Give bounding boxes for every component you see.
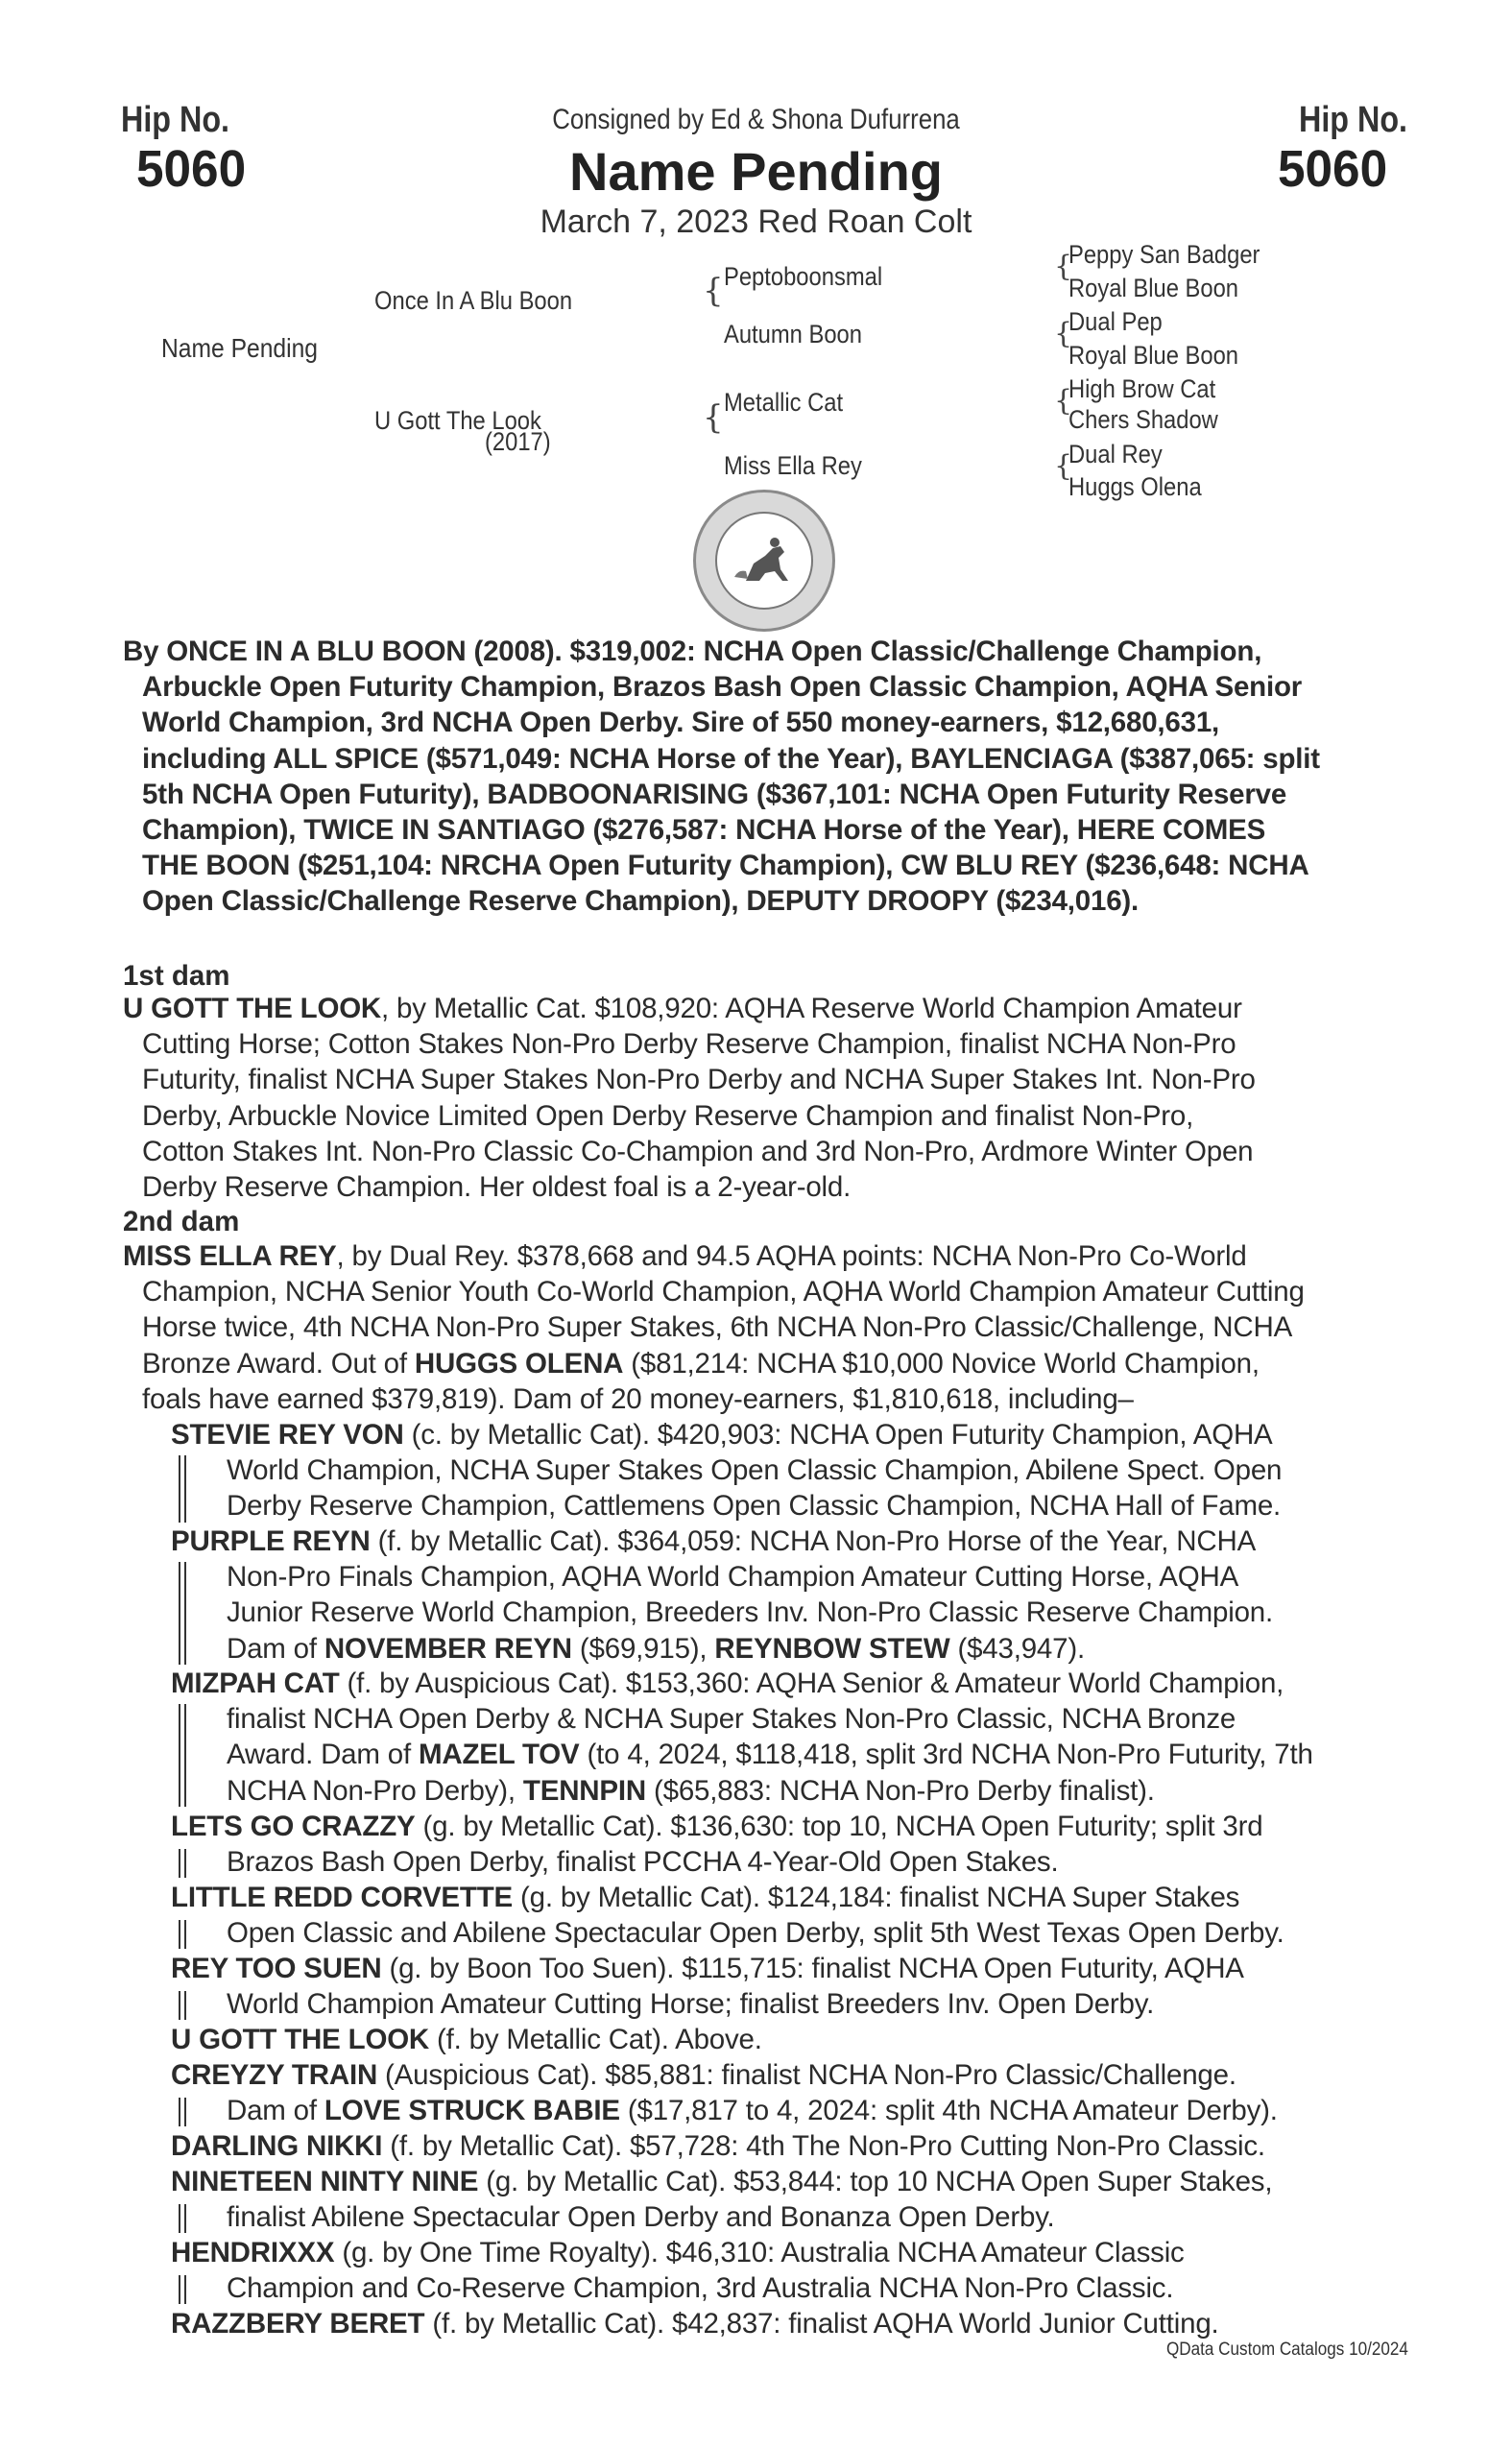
produce-name: MIZPAH CAT (171, 1668, 340, 1699)
produce-bracket (179, 2204, 180, 2233)
produce-entry: MIZPAH CAT (f. by Auspicious Cat). $153,360: AQHA Senior & Amateur World Champion, finalist NCHA Open Derby & NCHA Super Stakes Non-Pro Classic, NCHA Bronze Award. Dam of MAZEL TOV (to 4, 2024, $118,418, split 3rd NCHA Non-Pro Futurity, 7th NCHA Non-Pro Derby), TENNPIN ($65,883: NCHA Non-Pro Derby finalist). (171, 1668, 1313, 1807)
first-dam-line: Derby, Arbuckle Novice Limited Open Derby Reserve Champion and finalist Non-Pro, (142, 1099, 1194, 1132)
sire-line: including ALL SPICE ($571,049: NCHA Horse of the Year), BAYLENCIAGA ($387,065: split (142, 742, 1320, 775)
brace-icon: { (1054, 317, 1073, 350)
produce-line: Non-Pro Finals Champion, AQHA World Champion Amateur Cutting Horse, AQHA (227, 1561, 1239, 1594)
produce-bracket (184, 2098, 186, 2126)
hip-number-left: 5060 (136, 140, 247, 198)
ncha-stallion-foal-program-seal-icon (693, 490, 835, 632)
produce-bracket (179, 2275, 180, 2304)
consigned-by: Consigned by Ed & Shona Dufurrena (552, 104, 960, 135)
second-dam-heading: 2nd dam (123, 1206, 240, 1237)
hip-label-right: Hip No. (1299, 100, 1408, 140)
produce-name: U GOTT THE LOOK (171, 2024, 430, 2055)
produce-line: finalist Abilene Spectacular Open Derby and Bonanza Open Derby. (227, 2201, 1055, 2234)
pedigree-g4: Royal Blue Boon (1068, 341, 1239, 370)
produce-bracket (179, 1704, 180, 1807)
hip-label-left: Hip No. (121, 100, 230, 140)
produce-name: RAZZBERY BERET (171, 2308, 425, 2340)
second-dam-paragraph (123, 1238, 1305, 1417)
second-dam-line: foals have earned $379,819). Dam of 20 money-earners, $1,810,618, including– (142, 1382, 1134, 1415)
produce-offspring-name: LOVE STRUCK BABIE (324, 2095, 620, 2127)
produce-bracket (179, 1849, 180, 1878)
pedigree-g3: Dual Pep (1068, 307, 1163, 336)
produce-entry: DARLING NIKKI (f. by Metallic Cat). $57,728: 4th The Non-Pro Cutting Non-Pro Classic. (171, 2130, 1265, 2162)
footer-credit: QData Custom Catalogs 10/2024 (1166, 2340, 1408, 2360)
produce-entry: LETS GO CRAZZY (g. by Metallic Cat). $136,630: top 10, NCHA Open Futurity; split 3rd Brazos Bash Open Derby, finalist PCCHA 4-Year-Old Open Stakes. (171, 1809, 1262, 1880)
produce-offspring-name: REYNBOW STEW (714, 1632, 950, 1665)
first-dam-name: U GOTT THE LOOK (123, 993, 382, 1024)
sire-line: Arbuckle Open Futurity Champion, Brazos Bash Open Classic Champion, AQHA Senior (142, 671, 1303, 704)
produce-entry: LITTLE REDD CORVETTE (g. by Metallic Cat). $124,184: finalist NCHA Super Stakes Open Classic and Abilene Spectacular Open Derby, split 5th West Texas Open Derby. (171, 1880, 1284, 1951)
first-dam-line: Futurity, finalist NCHA Super Stakes Non-Pro Derby and NCHA Super Stakes Int. Non-Pro (142, 1064, 1256, 1096)
first-dam-line: , by Metallic Cat. $108,920: AQHA Reserve World Champion Amateur (381, 993, 1242, 1024)
produce-bracket (179, 2098, 180, 2126)
first-dam-heading: 1st dam (123, 960, 230, 992)
produce-name: STEVIE REY VON (171, 1419, 404, 1451)
produce-bracket (184, 2275, 186, 2304)
pedigree-g1: Peppy San Badger (1068, 240, 1260, 269)
foaled-line: March 7, 2023 Red Roan Colt (540, 204, 972, 240)
first-dam-line: Derby Reserve Champion. Her oldest foal is a 2-year-old. (142, 1171, 852, 1204)
first-dam-line: Cutting Horse; Cotton Stakes Non-Pro Derby Reserve Champion, finalist NCHA Non-Pro (142, 1028, 1236, 1061)
produce-name: LITTLE REDD CORVETTE (171, 1882, 514, 1913)
second-dam-line: Bronze Award. Out of HUGGS OLENA ($81,214: NCHA $10,000 Novice World Champion, (142, 1347, 1260, 1380)
pedigree-dam-year: (2017) (485, 427, 551, 456)
produce-entry: RAZZBERY BERET (f. by Metallic Cat). $42,837: finalist AQHA World Junior Cutting. (171, 2308, 1219, 2340)
sire-line: World Champion, 3rd NCHA Open Derby. Sire of 550 money-earners, $12,680,631, (142, 707, 1220, 739)
produce-bracket (179, 1991, 180, 2020)
sire-line: THE BOON ($251,104: NRCHA Open Futurity Champion), CW BLU REY ($236,648: NCHA (142, 850, 1309, 882)
produce-line: Junior Reserve World Champion, Breeders Inv. Non-Pro Classic Reserve Champion. (227, 1596, 1274, 1629)
pedigree-subject: Name Pending (161, 333, 319, 363)
first-dam-line: Cotton Stakes Int. Non-Pro Classic Co-Champion and 3rd Non-Pro, Ardmore Winter Open (142, 1135, 1254, 1167)
second-dam-line: Horse twice, 4th NCHA Non-Pro Super Stakes, 6th NCHA Non-Pro Classic/Challenge, NCHA (142, 1311, 1293, 1344)
seal-center (715, 512, 813, 610)
second-dam-name: MISS ELLA REY (123, 1240, 337, 1272)
produce-offspring-name: TENNPIN (522, 1774, 646, 1807)
produce-entry: PURPLE REYN (f. by Metallic Cat). $364,059: NCHA Non-Pro Horse of the Year, NCHA Non-Pro Finals Champion, AQHA World Champion Amateur Cutting Horse, AQHA Junior Reserve World Champion, Breeders Inv. Non-Pro Classic Reserve Champion. Dam of NOVEMBER REYN ($69,915), REYNBOW STEW ($43,947). (171, 1525, 1274, 1665)
pedigree-g7: Dual Rey (1068, 440, 1163, 468)
produce-line: Champion and Co-Reserve Champion, 3rd Australia NCHA Non-Pro Classic. (227, 2272, 1174, 2305)
pedigree-sire: Once In A Blu Boon (374, 286, 573, 315)
produce-name: PURPLE REYN (171, 1525, 371, 1557)
produce-line: Brazos Bash Open Derby, finalist PCCHA 4-Year-Old Open Stakes. (227, 1846, 1059, 1879)
pedigree-dam: U Gott The Look (374, 406, 541, 435)
produce-name: NINETEEN NINTY NINE (171, 2166, 479, 2197)
produce-name: HENDRIXXX (171, 2237, 335, 2268)
brace-icon: { (1054, 250, 1073, 283)
produce-bracket (179, 1920, 180, 1949)
produce-entry: U GOTT THE LOOK (f. by Metallic Cat). Above. (171, 2024, 762, 2055)
produce-line: World Champion, NCHA Super Stakes Open Classic Champion, Abilene Spect. Open (227, 1454, 1283, 1487)
produce-entry: CREYZY TRAIN (Auspicious Cat). $85,881: finalist NCHA Non-Pro Classic/Challenge. Dam of LOVE STRUCK BABIE ($17,817 to 4, 2024: split 4th NCHA Amateur Derby). (171, 2059, 1278, 2127)
sire-line: 5th NCHA Open Futurity), BADBOONARISING ($367,101: NCHA Open Futurity Reserve (142, 778, 1287, 810)
sire-line: Open Classic/Challenge Reserve Champion), DEPUTY DROOPY ($234,016). (142, 885, 1140, 918)
brace-icon: { (703, 272, 724, 310)
produce-entry: STEVIE REY VON (c. by Metallic Cat). $420,903: NCHA Open Futurity Champion, AQHA World Champion, NCHA Super Stakes Open Classic Champion, Abilene Spect. Open Derby Reserve Champion, Cattlemens Open Classic Champion, NCHA Hall of Fame. (171, 1417, 1282, 1524)
horse-name-title: Name Pending (569, 141, 943, 202)
brace-icon: { (1054, 449, 1073, 483)
produce-bracket (184, 1991, 186, 2020)
produce-bracket (184, 1849, 186, 1878)
brace-icon: { (1054, 384, 1073, 418)
produce-line: World Champion Amateur Cutting Horse; finalist Breeders Inv. Open Derby. (227, 1988, 1155, 2021)
produce-bracket (184, 1704, 186, 1807)
produce-name: DARLING NIKKI (171, 2130, 383, 2162)
second-dam-line: Champion, NCHA Senior Youth Co-World Champion, AQHA World Champion Amateur Cutting (142, 1276, 1305, 1308)
produce-line: Open Classic and Abilene Spectacular Open Derby, split 5th West Texas Open Derby. (227, 1917, 1284, 1950)
produce-bracket (179, 1562, 180, 1665)
produce-bracket (184, 1920, 186, 1949)
produce-entry: REY TOO SUEN (g. by Boon Too Suen). $115,715: finalist NCHA Open Futurity, AQHA World Champion Amateur Cutting Horse; finalist Breeders Inv. Open Derby. (171, 1951, 1244, 2022)
produce-line: Derby Reserve Champion, Cattlemens Open Classic Champion, NCHA Hall of Fame. (227, 1490, 1282, 1523)
produce-name: CREYZY TRAIN (171, 2059, 378, 2091)
sire-line: By ONCE IN A BLU BOON (2008). $319,002: NCHA Open Classic/Challenge Champion, (123, 636, 1262, 667)
produce-offspring-name: NOVEMBER REYN (324, 1632, 572, 1665)
huggs-olena-name: HUGGS OLENA (414, 1347, 624, 1380)
produce-bracket (184, 1455, 186, 1523)
sire-paragraph (123, 634, 1320, 920)
sire-line: Champion), TWICE IN SANTIAGO ($276,587: NCHA Horse of the Year), HERE COMES (142, 814, 1266, 847)
pedigree-g2: Royal Blue Boon (1068, 274, 1239, 302)
produce-name: LETS GO CRAZZY (171, 1811, 416, 1842)
cutting-horse-icon (717, 514, 815, 612)
pedigree-sire-dam: Autumn Boon (724, 320, 862, 348)
produce-line: finalist NCHA Open Derby & NCHA Super Stakes Non-Pro Classic, NCHA Bronze (227, 1703, 1236, 1736)
produce-bracket (184, 1562, 186, 1665)
produce-name: REY TOO SUEN (171, 1953, 382, 1984)
produce-bracket (179, 1455, 180, 1523)
pedigree-g6: Chers Shadow (1068, 405, 1218, 434)
hip-number-right: 5060 (1278, 140, 1388, 198)
produce-offspring-name: MAZEL TOV (418, 1739, 580, 1771)
pedigree-dam-dam: Miss Ella Rey (724, 451, 862, 480)
produce-entry: NINETEEN NINTY NINE (g. by Metallic Cat). $53,844: top 10 NCHA Open Super Stakes, finalist Abilene Spectacular Open Derby and Bonanza Open Derby. (171, 2164, 1272, 2235)
first-dam-paragraph (123, 991, 1256, 1205)
pedigree-dam-sire: Metallic Cat (724, 388, 844, 417)
pedigree-g8: Huggs Olena (1068, 472, 1202, 501)
produce-entry: HENDRIXXX (g. by One Time Royalty). $46,310: Australia NCHA Amateur Classic Champion and Co-Reserve Champion, 3rd Australia NCHA Non-Pro Classic. (171, 2235, 1185, 2306)
pedigree-g5: High Brow Cat (1068, 374, 1216, 403)
produce-bracket (184, 2204, 186, 2233)
pedigree-sire-sire: Peptoboonsmal (724, 262, 883, 291)
brace-icon: { (703, 398, 724, 437)
second-dam-line: , by Dual Rey. $378,668 and 94.5 AQHA points: NCHA Non-Pro Co-World (336, 1240, 1247, 1272)
